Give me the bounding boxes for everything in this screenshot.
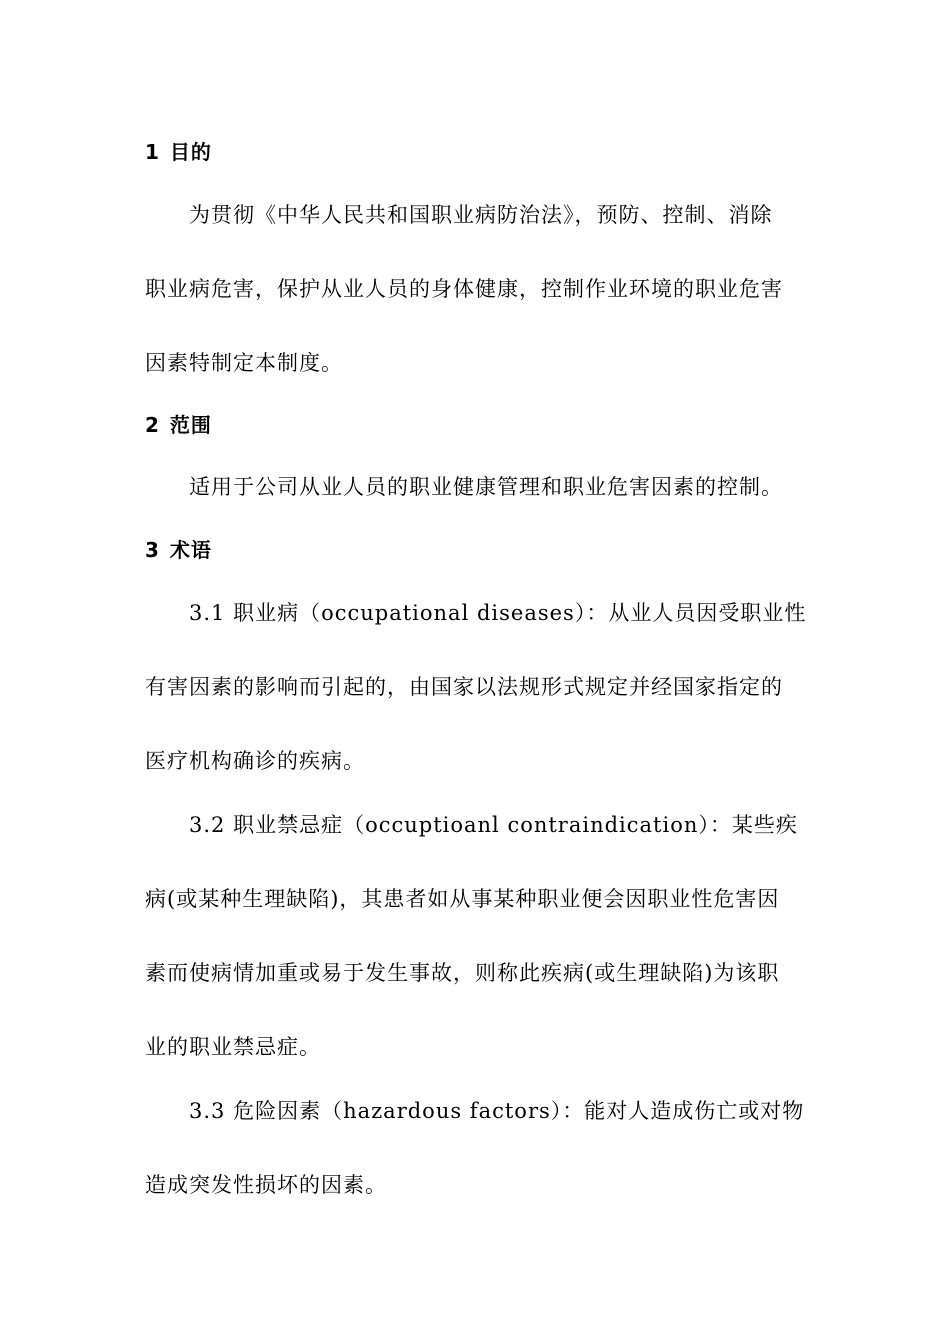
term-3-3-line: 3.3 危险因素（hazardous factors）：能对人造成伤亡或对物 — [189, 1099, 805, 1123]
paragraph-line: 因素特制定本制度。 — [145, 351, 343, 375]
paragraph-line: 造成突发性损坏的因素。 — [145, 1173, 387, 1197]
paragraph-line: 业的职业禁忌症。 — [145, 1035, 321, 1059]
paragraph-line: 适用于公司从业人员的职业健康管理和职业危害因素的控制。 — [189, 475, 783, 499]
paragraph-line: 职业病危害，保护从业人员的身体健康，控制作业环境的职业危害 — [145, 277, 783, 301]
paragraph-line: 为贯彻《中华人民共和国职业病防治法》，预防、控制、消除 — [189, 203, 773, 227]
section-number: 3 — [145, 538, 160, 562]
paragraph-line: 病(或某种生理缺陷)，其患者如从事某种职业便会因职业性危害因 — [145, 887, 780, 911]
section-number: 2 — [145, 413, 160, 437]
section-1-heading — [145, 138, 212, 166]
section-2-heading — [145, 411, 212, 439]
paragraph-line: 有害因素的影响而引起的，由国家以法规形式规定并经国家指定的 — [145, 675, 783, 699]
section-title: 范围 — [169, 413, 212, 437]
section-title: 术语 — [169, 538, 212, 562]
paragraph-line: 医疗机构确诊的疾病。 — [145, 749, 365, 773]
section-number: 1 — [145, 140, 160, 164]
section-3-heading — [145, 536, 212, 564]
paragraph-line: 素而使病情加重或易于发生事故，则称此疾病(或生理缺陷)为该职 — [145, 961, 780, 985]
term-3-2-line: 3.2 职业禁忌症（occuptioanl contraindication）：某些疾 — [189, 813, 798, 837]
term-3-1-line: 3.1 职业病（occupational diseases）：从业人员因受职业性 — [189, 601, 807, 625]
section-title: 目的 — [169, 140, 212, 164]
